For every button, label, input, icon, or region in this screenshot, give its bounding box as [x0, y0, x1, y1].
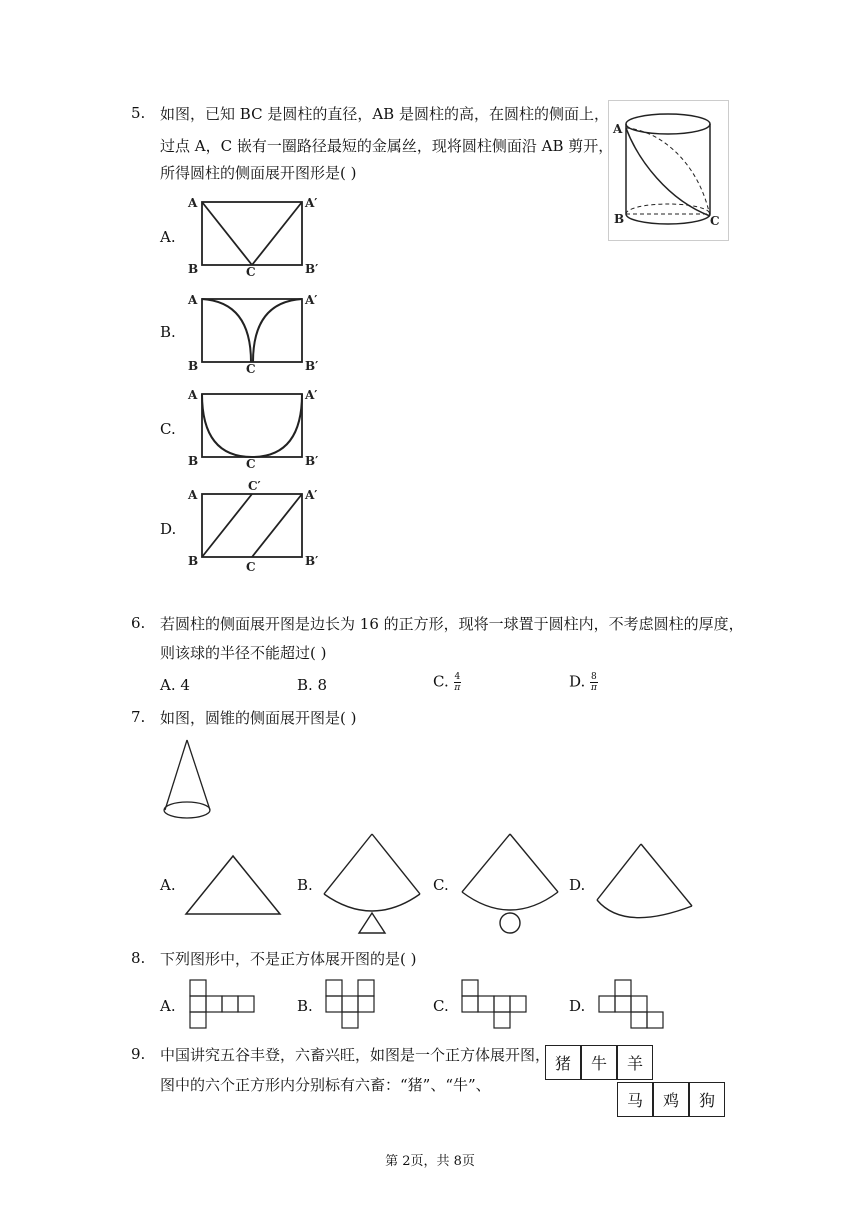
cyl-label-c: C [710, 214, 720, 228]
q5-option-a-label[interactable]: A. [160, 228, 176, 246]
q6-option-d-fraction [590, 672, 598, 693]
q5-option-b-figure[interactable] [185, 292, 320, 374]
q5c-label-c: C [246, 457, 256, 471]
q9-text-line2: 图中的六个正方形内分别标有六畜：“猪”、“牛”、 [160, 1076, 491, 1094]
cyl-label-a: A [613, 122, 623, 136]
q5b-label-b2: B′ [305, 359, 319, 373]
q7-option-c-figure[interactable] [458, 832, 562, 938]
q5a-label-a2: A′ [305, 196, 318, 210]
q8-option-b-figure[interactable] [325, 979, 381, 1033]
cone-figure [160, 738, 220, 823]
net-cell-horse: 马 [617, 1082, 653, 1117]
q5d-label-b: B [188, 554, 199, 568]
net-cell-dog: 狗 [689, 1082, 725, 1117]
q9-number: 9. [131, 1045, 146, 1063]
q7-option-d-figure[interactable] [594, 842, 698, 924]
q6d-numerator: 8 [591, 672, 597, 682]
q8-option-a-figure[interactable] [189, 979, 259, 1033]
net-cell-chicken: 鸡 [653, 1082, 689, 1117]
q6d-denominator: π [590, 683, 597, 693]
q5c-label-a2: A′ [305, 388, 318, 402]
q7-number: 7. [131, 708, 146, 726]
q8-option-b-label[interactable]: B. [297, 997, 313, 1015]
q5b-label-a: A [188, 293, 198, 307]
q8-option-a-label[interactable]: A. [160, 997, 176, 1015]
net-cell-pig: 猪 [545, 1045, 581, 1080]
q7-option-a-figure[interactable] [183, 852, 283, 918]
q8-option-d-label[interactable]: D. [569, 997, 586, 1015]
q6-option-a[interactable]: A. 4 [160, 676, 190, 694]
q5-text-line3: 所得圆柱的侧面展开图形是( ) [160, 164, 357, 182]
q7-option-a-label[interactable]: A. [160, 876, 176, 894]
q5-option-d-label[interactable]: D. [160, 520, 177, 538]
q6-option-c[interactable] [433, 672, 461, 693]
q5-option-d-figure[interactable] [185, 480, 320, 575]
q5-option-c-figure[interactable] [185, 387, 320, 469]
q7-option-c-label[interactable]: C. [433, 876, 449, 894]
q5c-label-a: A [188, 388, 198, 402]
q5d-label-b2: B′ [305, 554, 319, 568]
q6-option-c-label: C. [433, 672, 449, 691]
q6-option-b[interactable]: B. 8 [297, 676, 328, 694]
page-footer: 第 2页，共 8页 [385, 1154, 475, 1169]
q5-text-line1: 如图，已知 BC 是圆柱的直径，AB 是圆柱的高，在圆柱的侧面上， [160, 105, 609, 123]
q8-option-d-figure[interactable] [598, 979, 668, 1033]
q5b-label-a2: A′ [305, 293, 318, 307]
q9-cube-net [545, 1045, 730, 1120]
q6-option-d-label: D. [569, 672, 586, 691]
q8-option-c-label[interactable]: C. [433, 997, 449, 1015]
net-cell-sheep: 羊 [617, 1045, 653, 1080]
q5-option-b-label[interactable]: B. [160, 323, 176, 341]
q8-option-c-figure[interactable] [461, 979, 531, 1033]
q5d-label-c2: C′ [248, 479, 261, 493]
q5a-label-a: A [188, 196, 198, 210]
q5b-label-b: B [188, 359, 199, 373]
q5a-label-b2: B′ [305, 262, 319, 276]
q5-option-c-label[interactable]: C. [160, 420, 176, 438]
q7-text-line1: 如图，圆锥的侧面展开图是( ) [160, 709, 357, 727]
cyl-label-b: B [614, 212, 625, 226]
q5c-label-b2: B′ [305, 454, 319, 468]
q5d-label-a2: A′ [305, 488, 318, 502]
q6c-numerator: 4 [454, 672, 461, 682]
q5c-label-b: B [188, 454, 199, 468]
q6-option-d[interactable] [569, 672, 598, 693]
q7-option-b-label[interactable]: B. [297, 876, 313, 894]
q6-number: 6. [131, 614, 146, 632]
q8-number: 8. [131, 949, 146, 967]
q5a-label-c: C [246, 265, 256, 279]
q5a-label-b: B [188, 262, 199, 276]
q6-option-c-fraction [454, 672, 462, 693]
q5d-label-c: C [246, 560, 256, 574]
q7-option-d-label[interactable]: D. [569, 876, 586, 894]
q5-option-a-figure[interactable] [185, 195, 320, 277]
net-cell-ox: 牛 [581, 1045, 617, 1080]
q5d-label-a: A [188, 488, 198, 502]
q5-number: 5. [131, 104, 146, 122]
q6-text-line2: 则该球的半径不能超过( ) [160, 644, 327, 662]
q5-text-line2: 过点 A，C 嵌有一圈路径最短的金属丝，现将圆柱侧面沿 AB 剪开， [160, 137, 614, 155]
cylinder-figure [608, 100, 730, 242]
q8-text-line1: 下列图形中，不是正方体展开图的是( ) [160, 950, 417, 968]
q7-option-b-figure[interactable] [320, 832, 424, 938]
q6-text-line1: 若圆柱的侧面展开图是边长为 16 的正方形，现将一球置于圆柱内，不考虑圆柱的厚度， [160, 615, 744, 633]
q9-text-line1: 中国讲究五谷丰登，六畜兴旺，如图是一个正方体展开图， [160, 1046, 551, 1064]
q5b-label-c: C [246, 362, 256, 376]
q6c-denominator: π [454, 683, 461, 693]
